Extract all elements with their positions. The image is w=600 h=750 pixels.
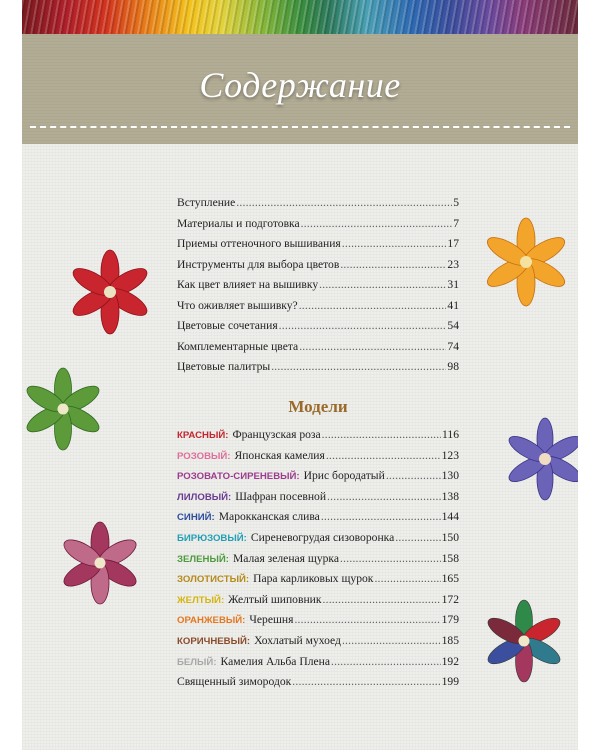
model-page: 199 [441, 675, 459, 689]
toc-entry[interactable] [177, 278, 459, 299]
models-heading: Модели [288, 397, 348, 416]
toc-entry-page: 7 [453, 216, 459, 230]
dot-leader [301, 217, 453, 230]
toc-entry-page: 5 [453, 196, 459, 209]
model-title: Ирис бородатый [303, 469, 385, 483]
page [22, 0, 578, 750]
model-title: Шафран посевной [235, 489, 327, 503]
dot-leader [342, 634, 441, 647]
toc-entry-page: 98 [447, 360, 459, 373]
toc-entry-page: 74 [447, 339, 459, 353]
dot-leader [374, 572, 440, 585]
model-color-category: СИНИЙ: [177, 512, 215, 524]
model-color-category: КРАСНЫЙ: [177, 430, 229, 441]
model-entry[interactable] [177, 510, 459, 531]
toc-entry-title: Вступление [177, 196, 236, 209]
model-page: 150 [441, 530, 459, 544]
model-title: Черешня [249, 613, 294, 627]
red-flower-icon [67, 245, 153, 344]
model-color-category: БЕЛЫЙ: [177, 656, 217, 668]
toc-entry[interactable] [177, 217, 459, 238]
model-entry[interactable] [177, 572, 459, 593]
dot-leader [279, 319, 447, 332]
toc-entry-page: 23 [447, 257, 459, 271]
model-title: Марокканская слива [218, 510, 320, 524]
dot-leader [342, 237, 447, 250]
model-page: 116 [442, 428, 459, 441]
dot-leader [321, 510, 441, 523]
model-entry[interactable] [177, 593, 459, 614]
model-entry[interactable] [177, 449, 459, 470]
model-page: 158 [441, 551, 459, 565]
model-page: 192 [441, 654, 459, 668]
green-flower-icon [22, 362, 104, 461]
model-title: Японская камелия [234, 448, 325, 462]
model-entry[interactable] [177, 675, 459, 696]
toc-entry-title: Материалы и подготовка [177, 216, 300, 230]
blue-flower-icon [507, 412, 578, 511]
toc-entry-page: 54 [447, 319, 459, 332]
orange-flower-icon [480, 214, 572, 315]
model-color-category: ЗЕЛЕНЫЙ: [177, 553, 229, 565]
models-list [177, 428, 459, 696]
model-title: Желтый шиповник [228, 592, 322, 606]
model-page: 144 [441, 510, 459, 524]
dot-leader [340, 258, 446, 271]
toc-entry[interactable] [177, 258, 459, 279]
model-entry[interactable] [177, 655, 459, 676]
model-color-category: ЗОЛОТИСТЫЙ: [177, 574, 250, 586]
toc-entry[interactable] [177, 360, 459, 381]
toc-entry-page: 17 [447, 237, 459, 250]
model-entry[interactable] [177, 490, 459, 511]
toc-entry-title: Приемы оттеночного вышивания [177, 237, 341, 250]
dot-leader [322, 428, 441, 441]
model-page: 185 [441, 633, 459, 647]
stitch-divider [30, 126, 570, 128]
dot-leader [236, 196, 452, 209]
dot-leader [386, 469, 441, 482]
dot-leader [299, 299, 447, 312]
model-entry[interactable] [177, 428, 459, 449]
model-page: 165 [441, 572, 459, 586]
dot-leader [319, 278, 446, 291]
model-title: Камелия Альба Плена [220, 654, 330, 668]
model-page: 172 [441, 592, 459, 606]
dot-leader [331, 655, 441, 668]
model-page: 123 [441, 448, 459, 462]
model-title: Пара карликовых щурок [253, 572, 374, 586]
model-color-category: ЖЕЛТЫЙ: [177, 594, 225, 606]
model-color-category: ЛИЛОВЫЙ: [177, 491, 232, 503]
model-entry[interactable] [177, 613, 459, 634]
dot-leader [340, 552, 441, 565]
model-color-category: БИРЮЗОВЫЙ: [177, 532, 247, 544]
toc-entry[interactable] [177, 340, 459, 361]
pink-flower-icon [58, 516, 142, 615]
dot-leader [294, 613, 440, 626]
toc-entry-page: 31 [447, 278, 459, 291]
toc-entry[interactable] [177, 237, 459, 258]
model-page: 138 [441, 489, 459, 503]
dot-leader [326, 449, 441, 462]
page-title: Содержание [199, 65, 401, 105]
toc-entry-title: Что оживляет вышивку? [177, 298, 298, 312]
model-color-category: КОРИЧНЕВЫЙ: [177, 635, 251, 647]
dot-leader [271, 360, 446, 373]
toc-entry-title: Цветовые палитры [177, 360, 271, 373]
model-title: Хохлатый мухоед [254, 633, 341, 647]
dot-leader [395, 531, 440, 544]
toc-entry-title: Цветовые сочетания [177, 319, 278, 332]
model-color-category: ОРАНЖЕВЫЙ: [177, 615, 246, 627]
model-entry[interactable] [177, 469, 459, 490]
model-color-category: РОЗОВЫЙ: [177, 450, 231, 462]
model-page: 130 [441, 469, 459, 483]
toc-entry[interactable] [177, 196, 459, 217]
dot-leader [292, 675, 440, 688]
toc-entry[interactable] [177, 319, 459, 340]
model-entry[interactable] [177, 634, 459, 655]
dot-leader [323, 593, 441, 606]
dot-leader [299, 340, 446, 353]
dot-leader [327, 490, 441, 503]
toc-entry-title: Инструменты для выбора цветов [177, 257, 340, 271]
title-banner [22, 34, 578, 144]
model-entry[interactable] [177, 531, 459, 552]
model-entry[interactable] [177, 552, 459, 573]
model-title: Малая зеленая щурка [232, 551, 340, 565]
multicolor-flower-icon [482, 594, 566, 693]
toc-entry-title: Комплементарные цвета [177, 339, 299, 353]
model-page: 179 [441, 613, 459, 627]
model-title: Священный зимородок [177, 675, 292, 689]
model-title: Сиреневогрудая сизоворонка [250, 530, 395, 544]
model-title: Французская роза [232, 428, 321, 441]
toc-entry-page: 41 [447, 298, 459, 312]
table-of-contents [177, 196, 459, 381]
model-color-category: РОЗОВАТО-СИРЕНЕВЫЙ: [177, 471, 300, 483]
yarn-header-strip [22, 0, 578, 34]
toc-entry-title: Как цвет влияет на вышивку [177, 278, 319, 291]
toc-entry[interactable] [177, 299, 459, 320]
